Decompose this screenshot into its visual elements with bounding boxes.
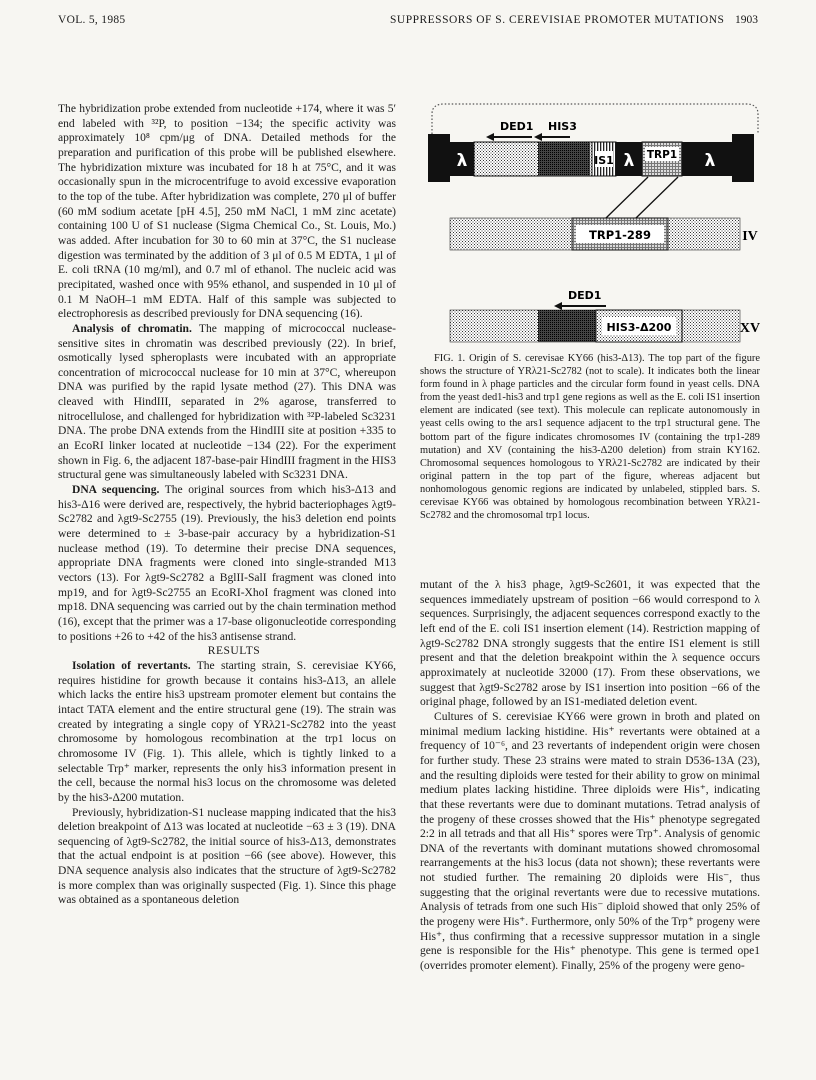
isolation-heading: Isolation of revertants. — [72, 659, 191, 672]
ded1-lower-label: DED1 — [568, 289, 602, 302]
running-title: SUPPRESSORS OF S. CEREVISIAE PROMOTER MUTATIONS — [390, 14, 725, 26]
trp1-label: TRP1 — [646, 149, 678, 161]
isolation-paragraph — [58, 659, 396, 806]
methods-paragraph: The hybridization probe extended from nucleotide +174, where it was 5′ end labeled with ³²P, to position −134; the specific activity was approximately 10⁸ cpm/μg of DNA. Detailed methods for the preparation and purification of this probe will be published elsewhere. The hybridization mixture was incubated for 18 h at 75°C, and it was occasionally spun in the microcentrifuge to avoid excessive evaporation to the top of the tube. After hybridization was complete, 270 μl of buffer (60 mM sodium acetate [pH 4.5], 250 mM NaCl, 1 mM zinc acetate) containing 100 U of S1 nuclease (Sigma Chemical Co., St. Louis, Mo.) was added. After incubation for 30 to 60 min at 37°C, the S1 nuclease digestion was terminated by the addition of 3 μl of 0.5 M EDTA, 1 μl of E. coli tRNA (10 mg/ml), and 0.7 ml of ethanol. The nucleic acid was precipitated, washed once with 95% ethanol, and suspended in 10 μl of 0.1 M NaOH–1 mM EDTA. Half of this sample was subjected to electrophoresis as described previously for DNA sequencing (16). — [58, 103, 396, 321]
lambda-label-2: λ — [623, 151, 635, 171]
his3-d200-label: HIS3-Δ200 — [606, 321, 672, 334]
revertants-paragraph: Cultures of S. cerevisiae KY66 were grown in broth and plated on minimal medium lacking histidine. His⁺ revertants were obtained at a frequency of 10⁻⁶, and 23 revertants of independent origin were chosen for further study. These 23 strains were mated to strain D536-13A (23), and the resulting diploids were tested for their ability to grow on minimal medium plates lacking histidine. Three diploids were His⁺, indicating that these revertants were due to dominant mutations. Tetrad analysis of the progeny of these crosses showed that the His⁺ phenotype segregated 2:2 in all tetrads and that all His⁺ spores were Trp⁺. Analysis of genomic DNA of the revertants with dominant mutations showed chromosomal rearrangements at the his3 locus (data not shown); these revertants were not studied further. The remaining 20 diploids were His⁻, thus suggesting that the original revertants were due to recessive mutations. Analysis of tetrads from one such His⁻ diploid showed that only 25% of the progeny were His⁺. Furthermore, only 50% of the Trp⁺ progeny were His⁺, thus confirming that a recessive suppressor mutation in a single gene is responsible for the His⁺ phenotype. This gene is termed ope1 (overrides promoter element). Finally, 25% of the progeny were geno- — [420, 710, 760, 973]
his3-label: HIS3 — [548, 120, 577, 133]
lambda-label-1: λ — [456, 151, 468, 171]
volume-label: VOL. 5, 1985 — [58, 14, 126, 26]
chromatin-text: The mapping of micrococcal nuclease-sensitive sites in chromatin was described previously (22). In brief, osmotically lysed spheroplasts were incubated with an appropriate concentration of micrococcal nuclease for 10 min at 37°C, whereupon DNA was purified by the rapid lysate method (27). This DNA was cleaved with HindIII, separated in 2% agarose, transferred to nitrocellulose, and challenged for hybridization with ³²P-labeled Sc3231 DNA. The probe DNA extends from the HindIII site at position +335 to an EcoRI linker located at nucleotide −134 (22). For the experiment shown in Fig. 6, the adjacent 187-base-pair HindIII fragment in the HIS3 structural gene was simultaneously labeled with Sc3231 DNA. — [58, 322, 397, 482]
chromatin-paragraph — [58, 322, 396, 483]
chromatin-heading: Analysis of chromatin. — [72, 322, 192, 335]
his3-arrow-icon — [534, 133, 570, 141]
ded1-label: DED1 — [500, 120, 534, 133]
ded1-lower-arrow-icon — [554, 302, 606, 310]
left-arm — [428, 134, 450, 182]
page-number: 1903 — [735, 14, 758, 26]
deletion-paragraph: Previously, hybridization-S1 nuclease mapping indicated that the his3 deletion breakpoint of Δ13 was located at nucleotide −63 ± 3 (19). DNA sequencing of λgt9-Sc2782, the initial source of his3-Δ13, demonstrates that the actual endpoint is at position −66 (see above). However, this DNA sequence analysis also indicates that the structure of λgt9-Sc2782 is more complex than was originally suspected (Fig. 1). Since this phage was obtained as a spontaneous deletion — [58, 806, 396, 907]
running-header — [58, 14, 758, 30]
right-column — [420, 578, 760, 974]
isolation-text: The starting strain, S. cerevisiae KY66, requires histidine for growth because it contains his3-Δ13, an allele which lacks the entire his3 upstream promoter element but contains the intact TATA element and the entire structural gene (19). The strain was created by integrating a single copy of YRλ21-Sc2782 into the yeast chromosome by homologous recombination at the trp1 locus on chromosome IV (Fig. 1). This allele, which is tightly linked to a selectable Trp⁺ marker, represents the only his3 information present in the cell, because the normal his3 locus on the chromosome was deleted by the his3-Δ200 mutation. — [58, 659, 397, 804]
chromosome-iv-label: IV — [742, 229, 758, 244]
lambda-label-3: λ — [704, 151, 716, 171]
is1-label: IS1 — [594, 154, 614, 167]
his3-region-dense — [538, 142, 590, 176]
dna-sequencing-text: The original sources from which his3-Δ13 and his3-Δ16 were derived are, respectively, the hybrid bacteriophages λgt9-Sc2782 and λgt9-Sc2755 (19). Previously, the his3 deletion end points were determined to ± 3-base-pair accuracy by a hybridization-S1 nuclease method (19). To determine their precise DNA sequences, appropriate DNA fragments were cloned into single-stranded M13 vectors (13). For λgt9-Sc2782 a BglII-SalI fragment was cloned into mp19, and for λgt9-Sc2755 an EcoRI-XhoI fragment was cloned into mp18. DNA sequencing was carried out by the chain termination method (16), except that the primer was a 17-base oligonucleotide corresponding to positions +26 to +42 of the his3 antisense strand. — [58, 484, 396, 643]
circular-form-outline — [432, 104, 758, 134]
ded1-lower-region — [538, 310, 596, 342]
ded1-arrow-icon — [486, 133, 532, 141]
left-column — [58, 102, 396, 908]
chromosome-xv-label: XV — [739, 321, 760, 336]
caption-text: FIG. 1. Origin of S. cerevisae KY66 (his3-Δ13). The top part of the figure shows the structure of YRλ21-Sc2782 (not to scale). It indicates both the linear form found in λ phage particles and the circular form found in yeast cells. DNA from the yeast ded1-his3 and trp1 gene regions as well as the E. coli IS1 insertion element are indicated (see text). This molecule can replicate autonomously in yeast cells owing to the ars1 sequence adjacent to the trp1 structural gene. The bottom part of the figure indicates chromosomes IV (containing the trp1-289 mutation) and XV (containing the his3-Δ200 deletion) from strain KY162. Chromosomal sequences homologous to YRλ21-Sc2782 are indicated by their original pattern in the top part of the figure, whereas adjacent but nonhomologous genomic regions are indicated by unlabeled, stippled bars. S. cerevisae KY66 was obtained by homologous recombination between YRλ21-Sc2782 and the chromosomal trp1 locus. — [420, 353, 760, 522]
figure-1-diagram — [420, 100, 760, 350]
results-heading: RESULTS — [207, 645, 261, 658]
right-arm — [732, 134, 754, 182]
trp1-289-label: TRP1-289 — [589, 228, 651, 242]
dna-sequencing-heading: DNA sequencing. — [72, 484, 160, 497]
dna-sequencing-paragraph — [58, 483, 396, 644]
figure-1-caption — [420, 352, 760, 522]
figure-1 — [420, 100, 760, 350]
is1-paragraph: mutant of the λ his3 phage, λgt9-Sc2601, it was expected that the sequences immediately upstream of position −66 would correspond to λ sequences. Surprisingly, the adjacent sequences correspond exactly to the left end of the E. coli IS1 insertion element (14). Restriction mapping of λgt9-Sc2782 DNA strongly suggests that the entire IS1 element is still present and that the deletion breakpoint within the λ sequence occurs approximately at nucleotide 32000 (17). From these observations, we suggest that λgt9-Sc2782 arose by IS1 insertion into position −66 of the original phage, followed by an IS1-mediated deletion event. — [420, 579, 760, 709]
